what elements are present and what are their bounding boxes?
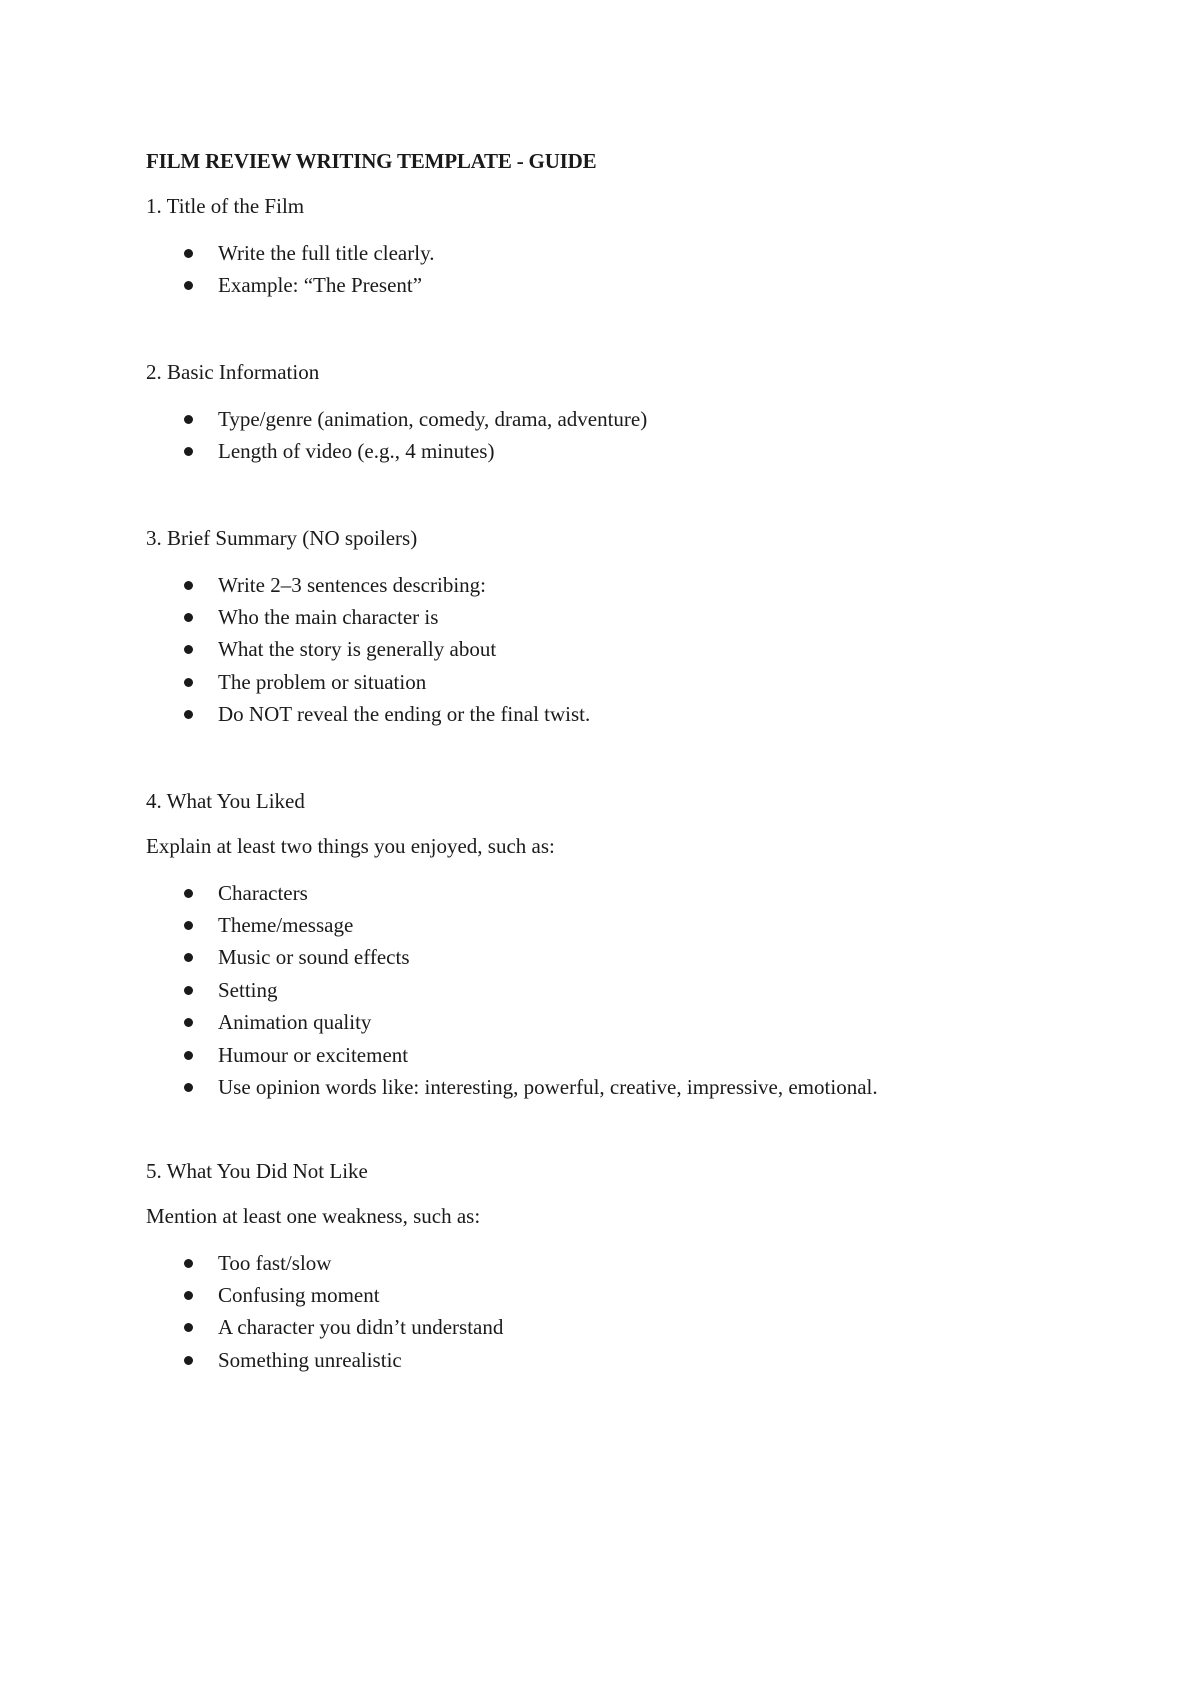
list-item-text: Confusing moment xyxy=(218,1282,380,1307)
bullet-icon xyxy=(184,645,193,654)
bullet-icon xyxy=(184,415,193,424)
section-heading: 4. What You Liked xyxy=(146,788,305,813)
list-item xyxy=(146,941,1106,973)
document-page xyxy=(146,146,1106,1376)
bullet-icon xyxy=(184,986,193,995)
list-item-text: Setting xyxy=(218,977,278,1002)
bullet-list xyxy=(146,569,1106,731)
list-item-text: Who the main character is xyxy=(218,605,439,630)
list-item xyxy=(146,974,1106,1006)
list-item-text: A character you didn’t understand xyxy=(218,1315,504,1340)
list-item xyxy=(146,269,1106,301)
bullet-icon xyxy=(184,710,193,719)
bullet-icon xyxy=(184,1018,193,1027)
list-item xyxy=(146,633,1106,665)
list-item-text: What the story is generally about xyxy=(218,637,497,662)
bullet-icon xyxy=(184,921,193,930)
bullet-icon xyxy=(184,249,193,258)
list-item-text: Use opinion words like: interesting, powerful, creative, impressive, emotional. xyxy=(218,1075,878,1100)
bullet-icon xyxy=(184,678,193,687)
list-item-text: Something unrealistic xyxy=(218,1347,402,1372)
list-item-text: Theme/message xyxy=(218,913,354,938)
section-intro: Explain at least two things you enjoyed, such as: xyxy=(146,833,555,858)
section-brief-summary xyxy=(146,523,1106,731)
list-item-text: Humour or excitement xyxy=(218,1042,409,1067)
list-item-text: Type/genre (animation, comedy, drama, adventure) xyxy=(218,406,648,431)
list-item-text: Write the full title clearly. xyxy=(218,241,435,265)
list-item xyxy=(146,1039,1106,1071)
list-item xyxy=(146,666,1106,698)
bullet-icon xyxy=(184,1083,193,1092)
list-item xyxy=(146,1311,1106,1343)
section-what-you-did-not-like xyxy=(146,1156,1106,1377)
list-item xyxy=(146,403,1106,435)
section-intro: Mention at least one weakness, such as: xyxy=(146,1203,481,1228)
list-item-text: Music or sound effects xyxy=(218,945,410,970)
bullet-icon xyxy=(184,447,193,456)
list-item xyxy=(146,1071,1106,1103)
list-item xyxy=(146,435,1106,467)
bullet-list xyxy=(146,877,1106,1104)
list-item xyxy=(146,1247,1106,1279)
bullet-icon xyxy=(184,281,193,290)
bullet-icon xyxy=(184,953,193,962)
section-basic-information xyxy=(146,357,1106,468)
list-item xyxy=(146,237,1106,269)
list-item-text: Animation quality xyxy=(218,1010,372,1035)
bullet-icon xyxy=(184,1356,193,1365)
list-item-text: Example: “The Present” xyxy=(218,273,423,298)
list-item xyxy=(146,1344,1106,1376)
list-item-text: Length of video (e.g., 4 minutes) xyxy=(218,439,495,464)
list-item-text: Write 2–3 sentences describing: xyxy=(218,572,486,597)
list-item-text: Too fast/slow xyxy=(218,1250,332,1275)
list-item xyxy=(146,1279,1106,1311)
bullet-icon xyxy=(184,1259,193,1268)
section-heading: 3. Brief Summary (NO spoilers) xyxy=(146,525,418,550)
list-item-text: Do NOT reveal the ending or the final twist. xyxy=(218,702,591,727)
list-item xyxy=(146,569,1106,601)
list-item xyxy=(146,698,1106,730)
bullet-list xyxy=(146,237,1106,302)
list-item-text: The problem or situation xyxy=(218,669,427,694)
section-heading: 1. Title of the Film xyxy=(146,194,305,218)
bullet-icon xyxy=(184,1291,193,1300)
section-heading: 2. Basic Information xyxy=(146,359,320,384)
section-what-you-liked xyxy=(146,786,1106,1104)
list-item xyxy=(146,877,1106,909)
bullet-icon xyxy=(184,613,193,622)
bullet-icon xyxy=(184,581,193,590)
bullet-icon xyxy=(184,889,193,898)
list-item xyxy=(146,1006,1106,1038)
list-item-text: Characters xyxy=(218,880,308,905)
bullet-list xyxy=(146,403,1106,468)
list-item xyxy=(146,601,1106,633)
section-title-of-film xyxy=(146,191,1106,302)
bullet-icon xyxy=(184,1323,193,1332)
bullet-list xyxy=(146,1247,1106,1377)
bullet-icon xyxy=(184,1051,193,1060)
section-heading: 5. What You Did Not Like xyxy=(146,1158,368,1183)
list-item xyxy=(146,909,1106,941)
document-title: FILM REVIEW WRITING TEMPLATE - GUIDE xyxy=(146,149,597,173)
